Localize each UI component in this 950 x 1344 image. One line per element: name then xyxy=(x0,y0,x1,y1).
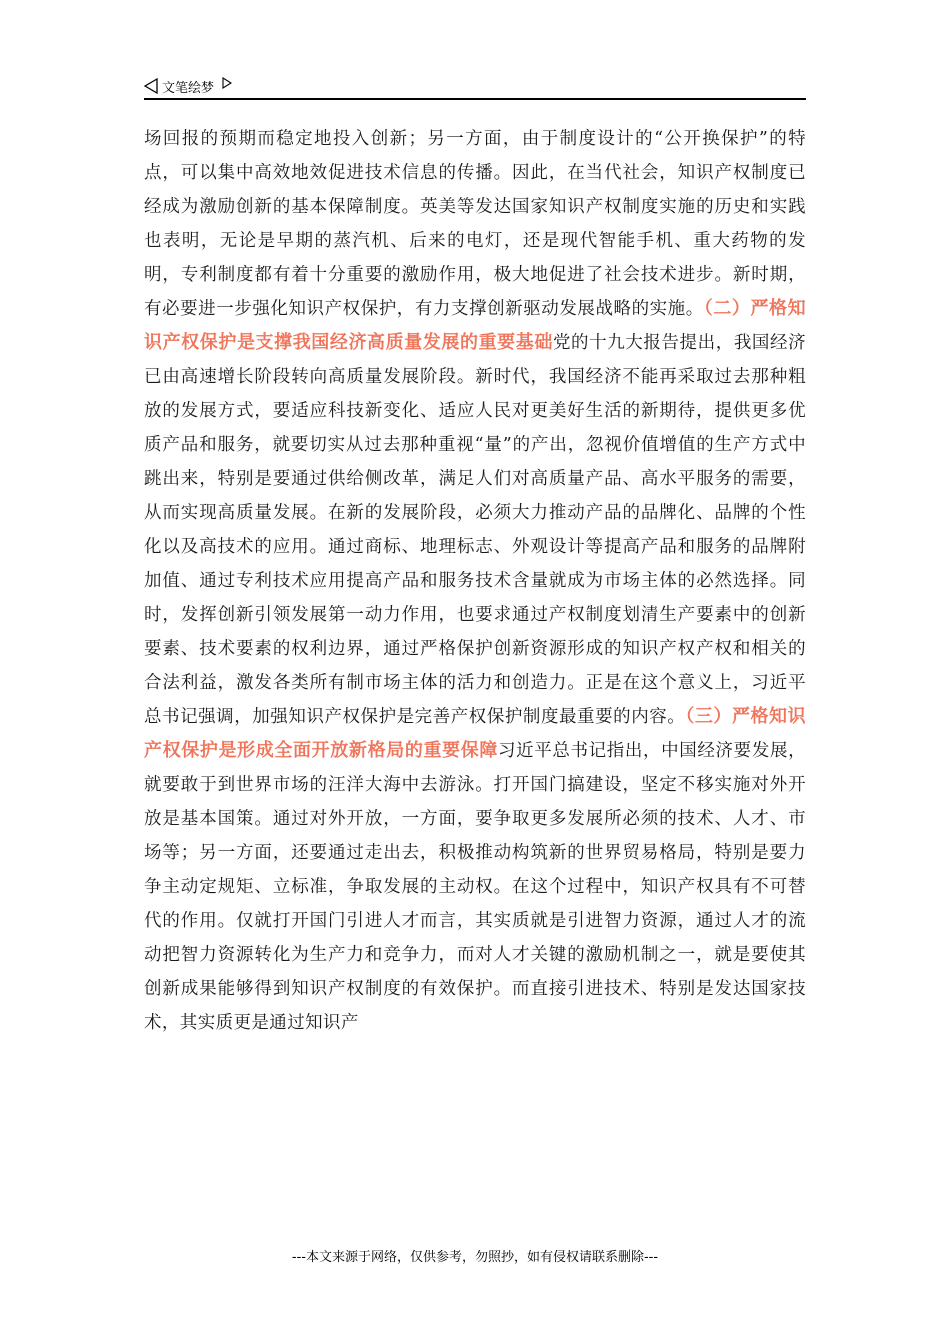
page-footer: ---本文来源于网络，仅供参考，勿照抄，如有侵权请联系删除--- xyxy=(291,1250,659,1265)
section-heading-2: （二）严格知识产权保护是支撑我国经济高质量发展的重要基础 xyxy=(144,298,806,353)
paragraph-3: 习近平总书记指出，中国经济要发展，就要敢于到世界市场的汪洋大海中去游泳。打开国门搞建设，坚定不移实施对外开放是基本国策。通过对外开放，一方面，要争取更多发展所必须的技术、人才、市场等；另一方面，还要通过走出去，积极推动构筑新的世界贸易格局，特别是要力争主动定规矩、立标准，争取发展的主动权。在这个过程中，知识产权具有不可替代的作用。仅就打开国门引进人才而言，其实质就是引进智力资源，通过人才的流动把智力资源转化为生产力和竞争力，而对人才关键的激励机制之一，就是要使其创新成果能够得到知识产权制度的有效保护。而直接引进技术、特别是发达国家技术，其实质更是通过知识产 xyxy=(144,741,806,1033)
paragraph-1: 场回报的预期而稳定地投入创新；另一方面，由于制度设计的“公开换保护”的特点，可以集中高效地效促进技术信息的传播。因此，在当代社会，知识产权制度已经成为激励创新的基本保障制度。英美等发达国家知识产权制度实施的历史和实践也表明，无论是早期的蒸汽机、后来的电灯，还是现代智能手机、重大药物的发明，专利制度都有着十分重要的激励作用，极大地促进了社会技术进步。新时期，有必要进一步强化知识产权保护，有力支撑创新驱动发展战略的实施。 xyxy=(144,129,806,319)
section-heading-3: （三）严格知识产权保护是形成全面开放新格局的重要保障 xyxy=(144,706,806,761)
header-brand: 文笔绘梦 xyxy=(162,80,215,96)
paragraph-2: 党的十九大报告提出，我国经济已由高速增长阶段转向高质量发展阶段。新时代，我国经济不能再采取过去那种粗放的发展方式，要适应科技新变化、适应人民对更美好生活的新期待，提供更多优质产品和服务，就要切实从过去那种重视“量”的产出，忽视价值增值的生产方式中跳出来，特别是要通过供给侧改革，满足人们对高质量产品、高水平服务的需要，从而实现高质量发展。在新的发展阶段，必须大力推动产品的品牌化、品牌的个性化以及高技术的应用。通过商标、地理标志、外观设计等提高产品和服务的品牌附加值、通过专利技术应用提高产品和服务技术含量就成为市场主体的必然选择。同时，发挥创新引领发展第一动力作用，也要求通过产权制度划清生产要素中的创新要素、技术要素的权利边界，通过严格保护创新资源形成的知识产权产权和相关的合法利益，激发各类所有制市场主体的活力和创造力。正是在这个意义上，习近平总书记强调，加强知识产权保护是完善产权保护制度最重要的内容。 xyxy=(144,333,806,727)
page-header xyxy=(144,74,806,100)
triangle-left-outline-icon xyxy=(144,78,158,94)
document-body xyxy=(144,122,806,1040)
triangle-right-outline-icon xyxy=(222,77,232,89)
